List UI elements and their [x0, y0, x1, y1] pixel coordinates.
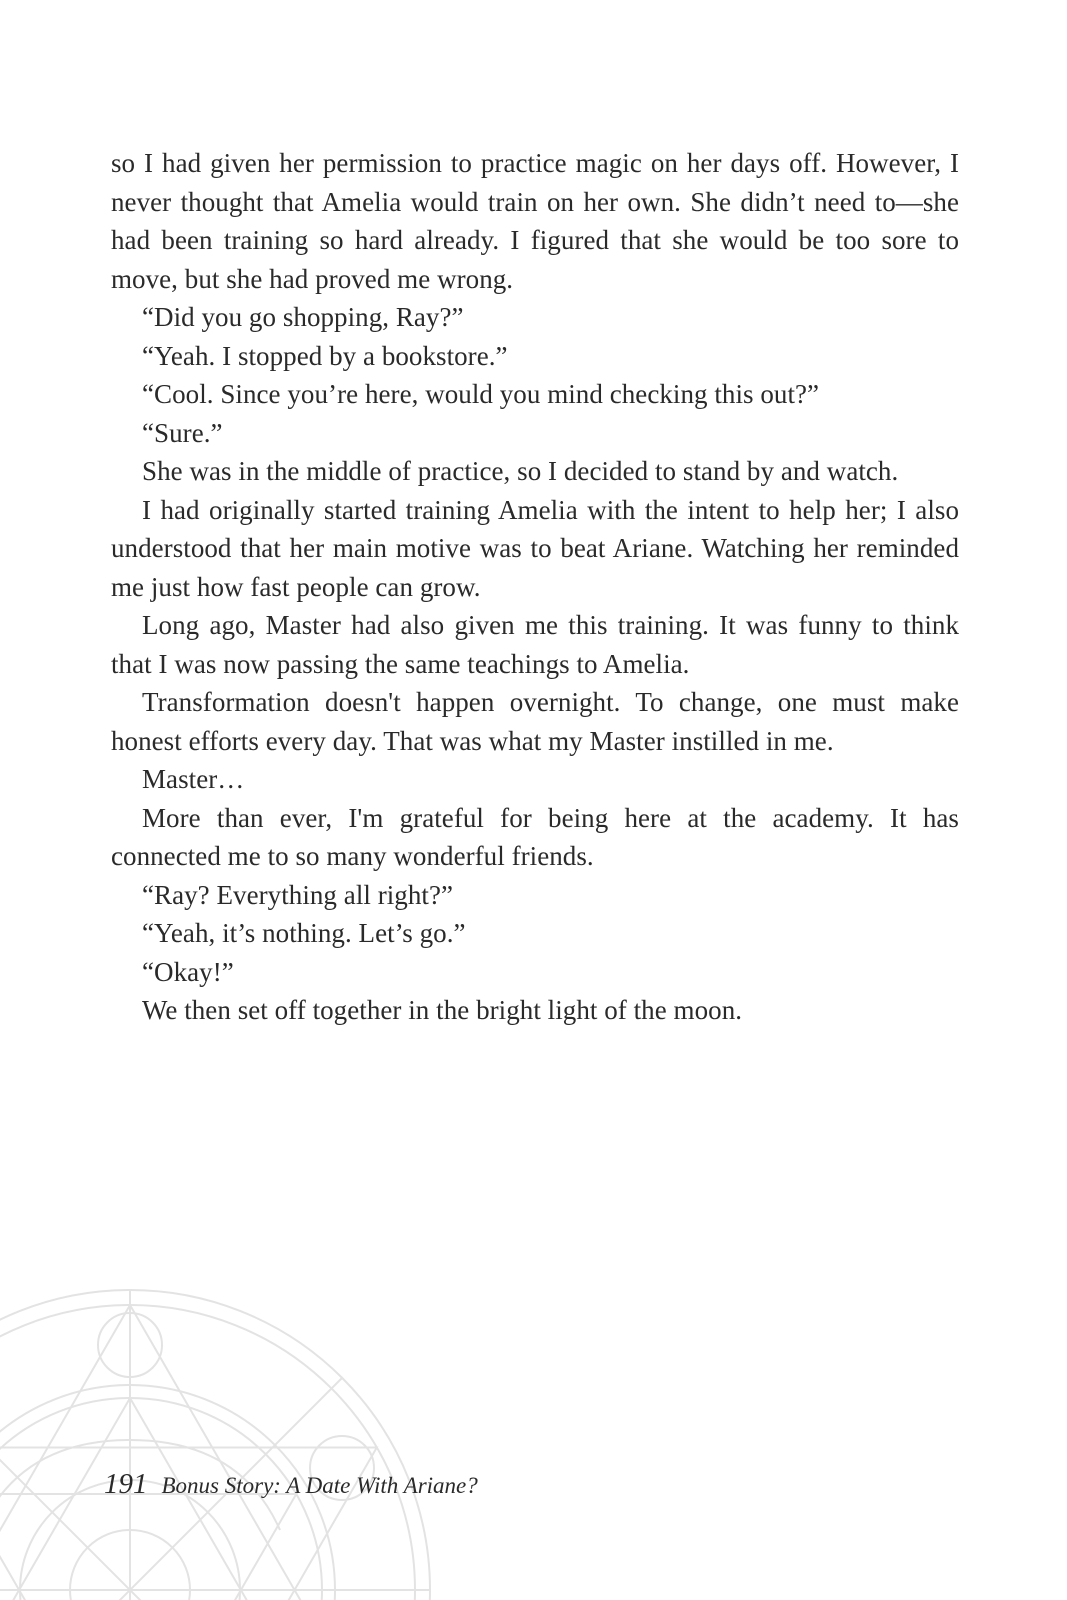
- page-footer: [104, 1468, 478, 1501]
- paragraph: “Yeah, it’s nothing. Let’s go.”: [142, 918, 466, 948]
- magic-circle-watermark-icon: [0, 1280, 440, 1600]
- paragraph: so I had given her permission to practice magic on her days off. However, I never thought that Amelia would train on her own. She didn’t need to—she had been training so hard already. I figured that she would be too sore to move, but she had proved me wrong.: [111, 148, 959, 294]
- page-number: 191: [104, 1468, 148, 1500]
- paragraph: She was in the middle of practice, so I decided to stand by and watch.: [142, 456, 899, 486]
- paragraph: Transformation doesn't happen overnight. To change, one must make honest efforts every day. That was what my Master instilled in me.: [111, 687, 959, 756]
- body-text: [111, 144, 959, 1030]
- paragraph: “Did you go shopping, Ray?”: [142, 302, 464, 332]
- paragraph: “Sure.”: [142, 417, 223, 448]
- running-title: Bonus Story: A Date With Ariane?: [161, 1473, 478, 1498]
- paragraph: “Ray? Everything all right?”: [142, 879, 454, 910]
- paragraph: We then set off together in the bright light of the moon.: [142, 995, 743, 1025]
- paragraph: “Cool. Since you’re here, would you mind checking this out?”: [142, 379, 820, 409]
- paragraph: Long ago, Master had also given me this training. It was funny to think that I was now passing the same teachings to Amelia.: [111, 610, 959, 679]
- paragraph: “Okay!”: [142, 956, 234, 987]
- paragraph: I had originally started training Amelia with the intent to help her; I also understood that her main motive was to beat Ariane. Watching her reminded me just how fast people can grow.: [111, 494, 959, 602]
- paragraph: “Yeah. I stopped by a bookstore.”: [142, 340, 508, 371]
- paragraph: More than ever, I'm grateful for being here at the academy. It has connected me to so many wonderful friends.: [111, 802, 959, 871]
- paragraph: Master…: [142, 764, 245, 794]
